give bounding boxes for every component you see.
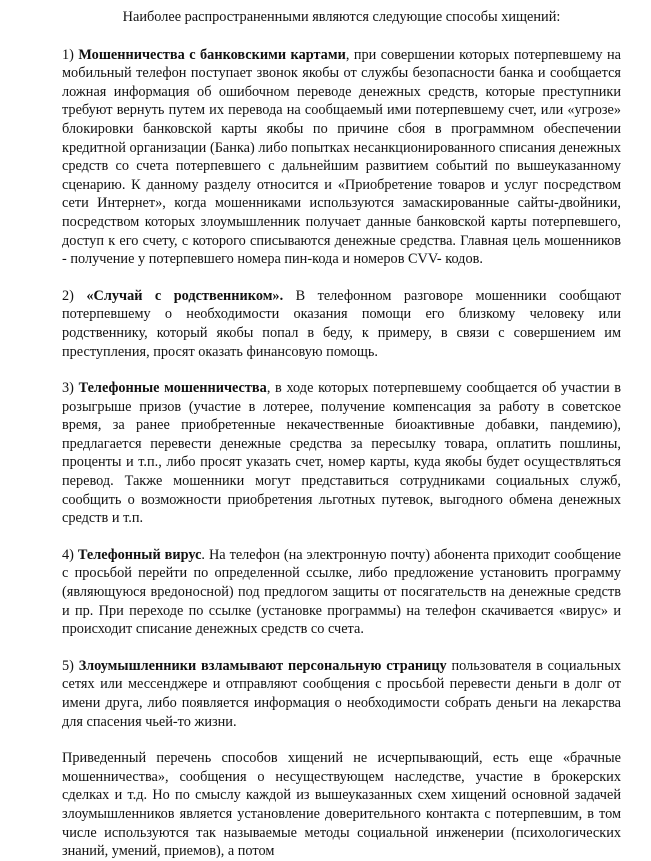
item-3-title: Телефонные мошенничества <box>78 380 267 397</box>
item-4-text: . На телефон (на электронную почту) абонента приходит сообщение с просьбой перейти по определенной ссылке, либо предложение установить программу (являющуюся вредоносной) под предлогом защиты от посягательств на денежные средств и пр. При переходе по ссылке (установке программы) на телефон скачивается «вирус» и происходит списание денежных средств со счета. <box>62 546 622 638</box>
item-2-title: «Случай с родственником». <box>86 287 284 304</box>
item-5-title: Злоумышленники взламывают персональную страницу <box>78 657 447 674</box>
item-2-text: В телефонном разговоре мошенники сообщают потерпевшему о необходимости оказания помощи его близкому человеку или родственнику, который якобы попал в беду, к примеру, в связи с совершением им преступления, просят оказать финансовую помощь. <box>62 287 621 360</box>
intro-line: Наиболее распространенными являются следующие способы хищений: <box>122 9 561 25</box>
item-3-number: 3) <box>62 380 74 397</box>
item-2 <box>62 287 621 361</box>
item-1 <box>62 46 621 269</box>
item-4-title: Телефонный вирус <box>77 546 202 563</box>
item-4 <box>62 546 621 639</box>
item-4-number: 4) <box>62 546 74 563</box>
item-5 <box>62 657 621 731</box>
item-3-text: , в ходе которых потерпевшему сообщается об участии в розыгрыше призов (участие в лотерее, получение компенсация за работу в советское время, за ранее приобретенные некачественные биоактивные добавки, пандемию), предлагается перевести денежные средства за пересылку товара, оплатить пошлины, проценты и т.п., либо просят указать счет, номер карты, куда якобы будет осуществляться перевод. Также мошенники могут представиться сотрудниками социальных служб, сообщить о возможности приобретения льготных путевок, выгодного обмена денежных средств и т.п. <box>62 380 622 527</box>
item-5-text: пользователя в социальных сетях или мессенджере и отправляют сообщения с просьбой перевести деньги в долг от имени друга, либо появляется информация о необходимости собрать деньги на лекарства для спасения чьей-то жизни. <box>62 657 621 730</box>
closing-paragraph: Приведенный перечень способов хищений не исчерпывающий, есть еще «брачные мошенничества», сообщения о несуществующем наследстве, участие в брокерских сделках и т.д. Но по смыслу каждой из вышеуказанных схем хищений основной задачей злоумышленников является установление доверительного контакта с потерпевшим, в том числе используются так называемые методы социальной инженерии (психологических знаний, умений, приемов), а потом <box>62 750 621 860</box>
item-2-number: 2) <box>62 287 74 304</box>
item-1-text: , при совершении которых потерпевшему на мобильный телефон поступает звонок якобы от службы безопасности банка и сообщается ложная информация об ошибочном переводе денежных средств, которые преступники требуют вернуть путем их перевода на сообщаемый ими потерпевшему счет, или «угрозе» блокировки банковской карты якобы по причине сбоя в программном обеспечении кредитной организации (Банка) либо попытках несанкционированного списания денежных средств со счета потерпевшего с дальнейшим развитием событий по вышеуказанному сценарию. К данному разделу относится и «Приобретение товаров и услуг посредством сети Интернет», когда мошенниками используются замаскированные сайты-двойники, посредством которых злоумышленник получает данные банковской карты потерпевшего, доступ к его счету, с которого списываются денежные средства. Главная цель мошенников - получение у потерпевшего номера пин-кода и номеров CVV- кодов. <box>62 46 622 268</box>
item-1-number: 1) <box>62 46 74 63</box>
item-3 <box>62 379 621 528</box>
item-5-number: 5) <box>62 657 74 674</box>
item-1-title: Мошенничества с банковскими картами <box>78 46 346 63</box>
